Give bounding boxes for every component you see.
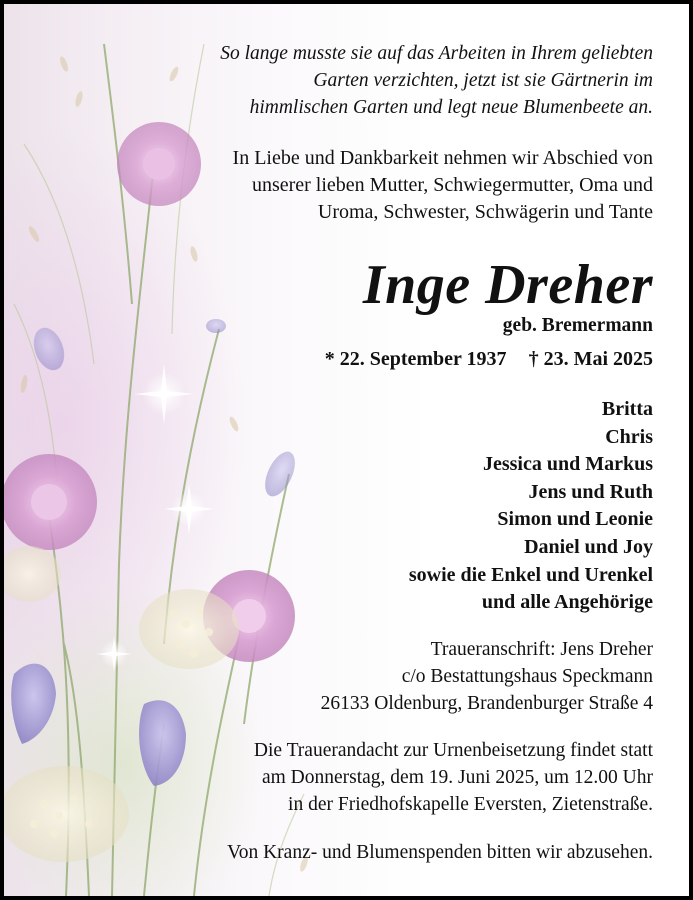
mourner-name: sowie die Enkel und Urenkel bbox=[408, 563, 653, 586]
pink-flower-top bbox=[117, 122, 201, 206]
mourner-name: Simon und Leonie bbox=[497, 508, 653, 531]
address-line: 26133 Oldenburg, Brandenburger Straße 4 bbox=[320, 693, 653, 714]
verse-line: Garten verzichten, jetzt ist sie Gärtnerin im bbox=[313, 70, 653, 91]
maiden-name: geb. Bremermann bbox=[502, 315, 653, 336]
farewell-intro bbox=[233, 145, 653, 226]
address-line: Traueranschrift: Jens Dreher bbox=[430, 639, 653, 660]
death-date: † 23. Mai 2025 bbox=[528, 348, 653, 370]
intro-line: In Liebe und Dankbarkeit nehmen wir Abschied von bbox=[232, 147, 653, 169]
mourner-name: Chris bbox=[605, 425, 653, 448]
mourner-name: Jens und Ruth bbox=[528, 480, 653, 503]
mourner-name: Jessica und Markus bbox=[482, 453, 653, 476]
intro-line: unserer lieben Mutter, Schwiegermutter, Oma und bbox=[251, 174, 653, 196]
mourner-name: Daniel und Joy bbox=[524, 535, 653, 558]
verse-line: himmlischen Garten und legt neue Blumenbeete an. bbox=[249, 97, 653, 118]
address-line: c/o Bestattungshaus Speckmann bbox=[401, 666, 653, 687]
deceased-name: Inge Dreher bbox=[362, 254, 653, 316]
mourning-address bbox=[321, 636, 653, 717]
blue-bellflower-left bbox=[11, 664, 56, 744]
birth-date: * 22. September 1937 bbox=[324, 348, 507, 370]
ceremony-line: Die Trauerandacht zur Urnenbeisetzung findet statt bbox=[253, 740, 653, 761]
mourner-name: und alle Angehörige bbox=[481, 591, 653, 614]
ceremony-info bbox=[254, 737, 653, 818]
life-dates bbox=[325, 345, 653, 373]
ceremony-line: am Donnerstag, dem 19. Juni 2025, um 12.00 Uhr bbox=[261, 767, 653, 788]
verse-text bbox=[220, 40, 653, 121]
mourners-list bbox=[409, 396, 653, 617]
intro-line: Uroma, Schwester, Schwägerin und Tante bbox=[317, 201, 653, 223]
ceremony-line: in der Friedhofskapelle Eversten, Zietenstraße. bbox=[288, 794, 653, 815]
closing-note: Von Kranz- und Blumenspenden bitten wir abzusehen. bbox=[227, 842, 653, 863]
mourner-name: Britta bbox=[601, 398, 653, 420]
blue-bellflower-center bbox=[139, 700, 186, 786]
verse-line: So lange musste sie auf das Arbeiten in Ihrem geliebten bbox=[220, 43, 653, 64]
obituary-card bbox=[4, 4, 689, 896]
pink-flower-left bbox=[4, 454, 97, 550]
